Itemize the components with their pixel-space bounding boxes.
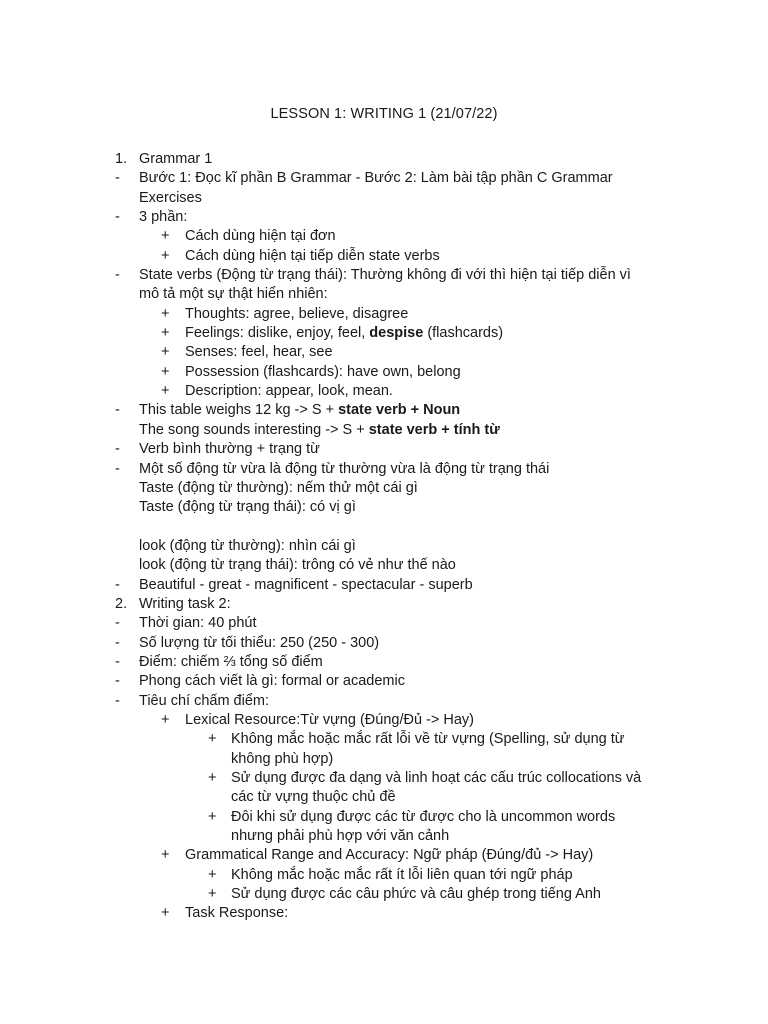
list-item-continuation — [0, 189, 768, 208]
list-text: Taste (động từ trạng thái): có vị gì — [139, 499, 356, 516]
list-text: Lexical Resource:Từ vựng (Đúng/Đủ -> Hay) — [185, 711, 474, 728]
list-item-continuation — [0, 421, 768, 440]
list-text: Possession (flashcards): have own, belong — [185, 363, 461, 380]
list-text: look (động từ thường): nhìn cái gì — [139, 537, 356, 554]
list-text: Task Response: — [185, 905, 289, 922]
sub-list-item — [0, 324, 768, 343]
list-text: Taste (động từ thường): nếm thử một cái gì — [139, 479, 418, 496]
list-text: Verb bình thường + trạng từ — [139, 441, 320, 458]
list-item-continuation — [0, 788, 768, 807]
list-text: State verbs (Động từ trạng thái): Thường không đi với thì hiện tại tiếp diễn vì — [139, 267, 631, 284]
list-text: Grammatical Range and Accuracy: Ngữ pháp (Đúng/đủ -> Hay) — [185, 847, 594, 864]
list-text: Sử dụng được các câu phức và câu ghép trong tiếng Anh — [231, 886, 601, 903]
list-text: Bước 1: Đọc kĩ phần B Grammar - Bước 2: Làm bài tập phần C Grammar — [139, 170, 613, 187]
bullet-dash: - — [115, 576, 120, 593]
sub-list-item — [0, 382, 768, 401]
bullet-plus: + — [208, 866, 217, 883]
bullet-plus: + — [161, 905, 170, 922]
list-text: Beautiful - great - magnificent - spectacular - superb — [139, 576, 473, 593]
list-text: Không mắc hoặc mắc rất ít lỗi liên quan tới ngữ pháp — [231, 866, 573, 883]
list-text: nhưng phải phù hợp với văn cảnh — [231, 828, 450, 845]
sub-list-item — [0, 343, 768, 362]
bullet-dash: - — [115, 615, 120, 632]
text-run: Feelings: dislike, enjoy, feel, — [185, 325, 370, 342]
sub-list-item — [0, 227, 768, 246]
bullet-dash: - — [115, 653, 120, 670]
list-item-continuation — [0, 285, 768, 304]
list-text: Senses: feel, hear, see — [185, 344, 333, 361]
list-text — [139, 401, 460, 420]
list-text: không phù hợp) — [231, 750, 334, 767]
bullet-plus: + — [161, 711, 170, 728]
list-item-continuation — [0, 537, 768, 556]
list-item — [0, 401, 768, 420]
sub-sub-list-item — [0, 885, 768, 904]
list-text: Đôi khi sử dụng được các từ được cho là uncommon words — [231, 808, 616, 825]
list-number: 1. — [115, 151, 128, 167]
bullet-dash: - — [115, 634, 120, 651]
bullet-plus: + — [161, 305, 170, 322]
bullet-dash: - — [115, 170, 120, 187]
blank-line — [0, 518, 768, 537]
list-item — [0, 614, 768, 633]
list-text — [185, 324, 503, 343]
bullet-dash: - — [115, 460, 120, 477]
sub-list-item — [0, 305, 768, 324]
sub-list-item — [0, 904, 768, 923]
sub-sub-list-item — [0, 769, 768, 788]
list-item — [0, 653, 768, 672]
bullet-plus: + — [161, 344, 170, 361]
list-text: look (động từ trạng thái): trông có vẻ như thế nào — [139, 557, 456, 574]
list-text: Exercises — [139, 189, 202, 206]
list-text: Thoughts: agree, believe, disagree — [185, 305, 409, 322]
text-run: The song sounds interesting -> S + — [139, 421, 369, 438]
bullet-dash: - — [115, 402, 120, 419]
list-text: Grammar 1 — [139, 151, 213, 167]
list-item-continuation — [0, 750, 768, 769]
list-item-grammar-1 — [0, 150, 768, 169]
list-text: Cách dùng hiện tại tiếp diễn state verbs — [185, 247, 440, 264]
list-text: Không mắc hoặc mắc rất lỗi về từ vựng (Spelling, sử dụng từ — [231, 731, 625, 748]
list-item — [0, 692, 768, 711]
bullet-plus: + — [161, 847, 170, 864]
list-item-continuation — [0, 498, 768, 517]
bullet-plus: + — [208, 731, 217, 748]
list-text: 3 phần: — [139, 209, 188, 226]
bold-text: despise — [369, 325, 424, 342]
list-item-continuation — [0, 479, 768, 498]
list-item-continuation — [0, 827, 768, 846]
list-text: Description: appear, look, mean. — [185, 383, 393, 400]
list-item — [0, 266, 768, 285]
bullet-plus: + — [161, 383, 170, 400]
list-text: Cách dùng hiện tại đơn — [185, 228, 336, 245]
list-item — [0, 634, 768, 653]
list-text: Writing task 2: — [139, 595, 231, 612]
list-item — [0, 460, 768, 479]
bullet-dash: - — [115, 441, 120, 458]
bullet-plus: + — [208, 886, 217, 903]
bullet-plus: + — [161, 228, 170, 245]
sub-list-item — [0, 247, 768, 266]
list-item-writing-task-2 — [0, 595, 768, 614]
list-text: Một số động từ vừa là động từ thường vừa là động từ trạng thái — [139, 460, 550, 477]
sub-sub-list-item — [0, 808, 768, 827]
list-text: các từ vựng thuộc chủ đề — [231, 789, 396, 806]
list-text: Điểm: chiếm ⅔ tổng số điểm — [139, 653, 323, 670]
bullet-dash: - — [115, 692, 120, 709]
list-text — [139, 421, 500, 440]
sub-list-item — [0, 846, 768, 865]
sub-list-item — [0, 711, 768, 730]
list-text: Tiêu chí chấm điểm: — [139, 692, 270, 709]
list-number: 2. — [115, 595, 128, 612]
text-run: (flashcards) — [423, 325, 504, 342]
list-item — [0, 440, 768, 459]
bullet-dash: - — [115, 267, 120, 284]
bullet-dash: - — [115, 673, 120, 690]
list-text: Thời gian: 40 phút — [139, 615, 257, 632]
list-item — [0, 208, 768, 227]
list-item — [0, 576, 768, 595]
sub-sub-list-item — [0, 730, 768, 749]
list-text: mô tả một sự thật hiển nhiên: — [139, 286, 328, 303]
sub-list-item — [0, 363, 768, 382]
bullet-plus: + — [161, 247, 170, 264]
list-text: Số lượng từ tối thiểu: 250 (250 - 300) — [139, 634, 380, 651]
list-item — [0, 169, 768, 188]
list-item — [0, 672, 768, 691]
bullet-dash: - — [115, 209, 120, 226]
bold-text: state verb + tính từ — [368, 421, 500, 438]
bullet-plus: + — [161, 325, 170, 342]
list-text: Sử dụng được đa dạng và linh hoạt các cấu trúc collocations và — [231, 770, 642, 786]
bullet-plus: + — [208, 770, 217, 786]
list-text: Phong cách viết là gì: formal or academic — [139, 673, 405, 690]
bullet-plus: + — [161, 363, 170, 380]
bold-text: state verb + Noun — [338, 402, 461, 419]
list-item-continuation — [0, 556, 768, 575]
page-title: LESSON 1: WRITING 1 (21/07/22) — [270, 106, 498, 122]
document-body — [0, 150, 768, 924]
sub-sub-list-item — [0, 866, 768, 885]
bullet-plus: + — [208, 808, 217, 825]
text-run: This table weighs 12 kg -> S + — [139, 402, 339, 419]
